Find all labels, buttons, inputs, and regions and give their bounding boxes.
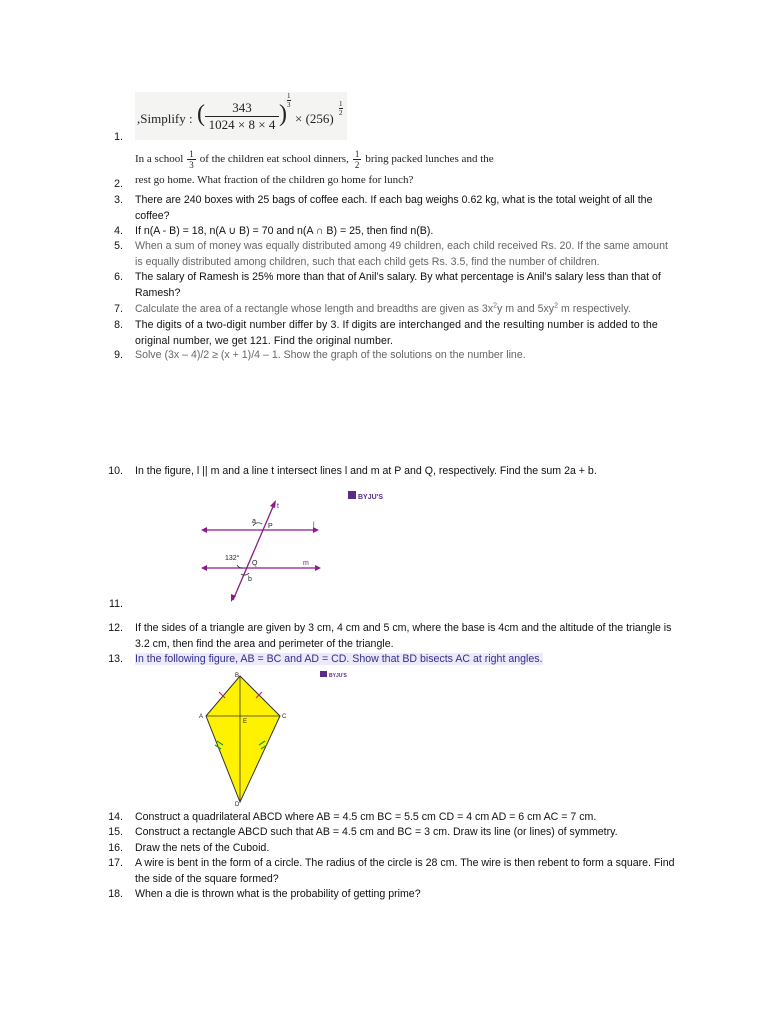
simplify-image <box>135 92 347 140</box>
arrow-right-m-icon <box>315 565 321 571</box>
arrow-left-m-icon <box>201 565 207 571</box>
fraction-343 <box>205 100 279 133</box>
question-number: 18. <box>108 888 123 900</box>
question-number: 9. <box>114 349 123 361</box>
kite-shape <box>206 676 280 802</box>
question-number: 14. <box>108 811 123 823</box>
q2-line-1 <box>135 146 515 172</box>
brand-label: BYJU'S <box>329 673 347 679</box>
question-number: 6. <box>114 271 123 283</box>
label-b: b <box>248 576 252 583</box>
question-number: 13. <box>108 653 123 665</box>
q2-line-2: rest go home. What fraction of the children go home for lunch? <box>135 174 414 186</box>
question-text: There are 240 boxes with 25 bags of coffee each. If each bag weighs 0.62 kg, what is the total weight of all the coffee? <box>135 194 653 222</box>
label-q: Q <box>252 560 258 567</box>
fraction-one-half: $\frac{1}{2}$ <box>354 148 360 170</box>
question-number: 17. <box>108 857 123 869</box>
arrow-up-t-icon <box>270 500 276 508</box>
paren-open: ( <box>197 101 205 127</box>
label-p: P <box>268 523 273 530</box>
question-text: When a die is thrown what is the probability of getting prime? <box>135 888 421 900</box>
exp-den: 3 <box>287 101 291 109</box>
label-132-degrees: 132° <box>225 555 240 562</box>
label-d: D <box>235 802 240 808</box>
question-number: 11. <box>109 598 123 610</box>
label-a: A <box>199 714 204 720</box>
question-text: When a sum of money was equally distributed among 49 children, each child received Rs. 20. If the same amount is equally distributed among children, such that each child gets Rs. 3.5, find the number of children. <box>135 240 668 268</box>
label-m: m <box>303 560 309 567</box>
question-2-image <box>135 146 515 187</box>
question-text: If n(A - B) = 18, n(A ∪ B) = 70 and n(A ∩ B) = 25, then find n(B). <box>135 225 434 237</box>
label-l: l <box>313 522 315 529</box>
byjus-logo-icon <box>348 491 356 499</box>
question-text: In the figure, l || m and a line t intersect lines l and m at P and Q, respectively. Find the sum 2a + b. <box>135 465 597 477</box>
question-text: A wire is bent in the form of a circle. The radius of the circle is 28 cm. The wire is then rebent to form a square. Find the side of the square formed? <box>135 857 675 885</box>
question-text: If the sides of a triangle are given by 3 cm, 4 cm and 5 cm, where the base is 4cm and the altitude of the triangle is 3.2 cm, then find the area and perimeter of the triangle. <box>135 622 672 650</box>
question-number: 5. <box>114 240 123 252</box>
parallel-lines-figure <box>195 488 395 606</box>
label-a: a <box>252 518 256 525</box>
question-text: Draw the nets of the Cuboid. <box>135 842 270 854</box>
question-number: 8. <box>114 319 123 331</box>
question-text: Calculate the area of a rectangle whose length and breadths are given as $3x^2y$ m and $5xy^2$ m respectively. <box>135 302 631 315</box>
question-text: Construct a quadrilateral ABCD where AB = 4.5 cm BC = 5.5 cm CD = 4 cm AD = 6 cm AC = 7 cm. <box>135 811 597 823</box>
question-text: Construct a rectangle ABCD such that AB = 4.5 cm and BC = 3 cm. Draw its line (or lines) of symmetry. <box>135 826 618 838</box>
exponent-one-third <box>287 92 291 109</box>
question-text: The digits of a two-digit number differ by 3. If digits are interchanged and the resulting number is added to the original number, we get 121. Find the original number. <box>135 319 658 347</box>
exp-num: 1 <box>287 92 291 100</box>
exp-num: 1 <box>339 100 343 108</box>
question-number: 2. <box>114 178 123 190</box>
question-number: 15. <box>108 826 123 838</box>
fraction-one-third: $\frac{1}{3}$ <box>189 148 194 170</box>
label-e: E <box>243 719 248 725</box>
label-b: B <box>235 673 240 679</box>
question-text-highlighted: In the following figure, AB = BC and AD = CD. Show that BD bisects AC at right angles. <box>135 653 543 665</box>
brand-label: BYJU'S <box>358 494 384 501</box>
q2-text-a: In a school <box>135 153 184 165</box>
q2-text-b: of the children eat school dinners, <box>199 153 349 165</box>
question-number: 3. <box>114 194 123 206</box>
label-t: t <box>277 503 279 510</box>
question-text: The salary of Ramesh is 25% more than that of Anil’s salary. By what percentage is Anil’s salary less than that of Ramesh? <box>135 271 661 299</box>
question-number: 12. <box>108 622 123 634</box>
question-number: 10. <box>108 465 123 477</box>
question-text: Solve (3x – 4)/2 ≥ (x + 1)/4 – 1. Show the graph of the solutions on the number line. <box>135 349 526 361</box>
fraction-numerator: 343 <box>205 100 279 117</box>
base-256: × (256) <box>295 111 334 126</box>
simplify-prefix: ,Simplify : <box>137 111 193 126</box>
arrow-left-l-icon <box>201 527 207 533</box>
byjus-logo-icon <box>320 671 327 677</box>
question-number: 4. <box>114 225 123 237</box>
exponent-one-half <box>339 100 343 117</box>
question-number: 16. <box>108 842 123 854</box>
q2-text-c: bring packed lunches and the <box>365 153 494 165</box>
exp-den: 2 <box>339 109 343 117</box>
question-number: 7. <box>114 303 123 315</box>
fraction-denominator: 1024 × 8 × 4 <box>208 117 276 132</box>
question-number: 1. <box>114 131 123 143</box>
paren-close: ) <box>279 101 287 127</box>
transversal-t <box>233 502 275 600</box>
label-c: C <box>282 714 287 720</box>
kite-figure <box>195 668 350 810</box>
